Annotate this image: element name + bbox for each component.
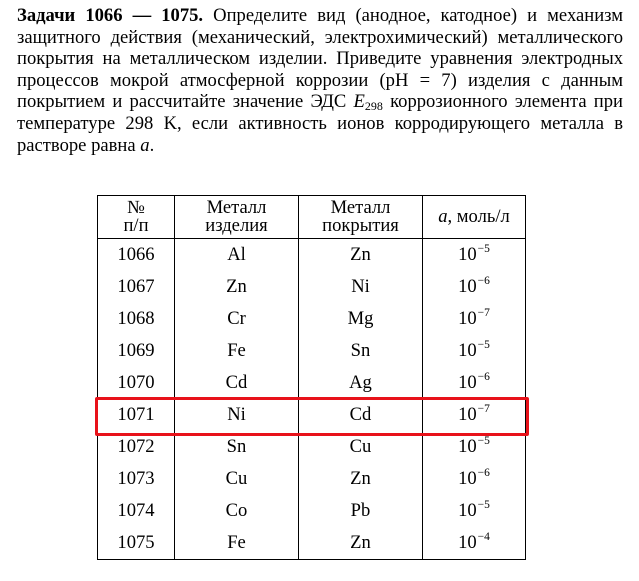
cell-item-metal: Sn — [175, 431, 299, 463]
cell-activity — [423, 239, 526, 272]
activity-base: 10 — [458, 500, 477, 521]
problem-statement — [17, 5, 623, 156]
activity-exponent: −6 — [477, 275, 490, 287]
activity-exponent: −5 — [477, 435, 490, 447]
table-row — [98, 463, 526, 495]
cell-number: 1072 — [98, 431, 175, 463]
activity-exponent: −6 — [477, 467, 490, 479]
header-number-line2: п/п — [123, 215, 149, 236]
cell-item-metal: Zn — [175, 271, 299, 303]
cell-coating-metal: Zn — [299, 527, 423, 560]
cell-number: 1071 — [98, 399, 175, 431]
activity-base: 10 — [458, 340, 477, 361]
table-row — [98, 335, 526, 367]
cell-item-metal: Cd — [175, 367, 299, 399]
header-item-line2: изделия — [205, 215, 268, 236]
activity-exponent: −5 — [477, 499, 490, 511]
activity-base: 10 — [458, 436, 477, 457]
problem-text-part-1: Определите вид (анодное, катодное) и механизм защитного действия (механический, электрохимический) металлического покрытия на металлическом изделии. Приведите уравнения электродных процессов мокрой атмосферной коррозии (pH = 7) изделия с данным покрытием и рассчитайте значение ЭДС — [17, 5, 623, 113]
activity-base: 10 — [458, 372, 477, 393]
table-header-row — [98, 196, 526, 239]
cell-number: 1073 — [98, 463, 175, 495]
cell-item-metal: Ni — [175, 399, 299, 431]
activity-base: 10 — [458, 276, 477, 297]
cell-number: 1067 — [98, 271, 175, 303]
header-coating-line1: Металл — [330, 197, 391, 218]
activity-base: 10 — [458, 468, 477, 489]
cell-item-metal: Fe — [175, 335, 299, 367]
cell-item-metal: Fe — [175, 527, 299, 560]
cell-number: 1069 — [98, 335, 175, 367]
activity-symbol: a — [140, 134, 150, 156]
cell-activity — [423, 463, 526, 495]
activity-exponent: −4 — [477, 531, 490, 543]
cell-activity — [423, 367, 526, 399]
header-item-line1: Металл — [206, 197, 267, 218]
highlight-box-row-1071 — [95, 397, 529, 436]
cell-coating-metal: Sn — [299, 335, 423, 367]
cell-number: 1075 — [98, 527, 175, 560]
cell-activity — [423, 335, 526, 367]
cell-coating-metal: Zn — [299, 239, 423, 272]
activity-exponent: −7 — [477, 307, 490, 319]
table-row — [98, 495, 526, 527]
header-number — [98, 196, 175, 239]
cell-item-metal: Al — [175, 239, 299, 272]
activity-exponent: −5 — [477, 339, 490, 351]
activity-base: 10 — [458, 532, 477, 553]
cell-item-metal: Co — [175, 495, 299, 527]
table-row — [98, 271, 526, 303]
cell-number: 1068 — [98, 303, 175, 335]
activity-exponent: −5 — [477, 243, 490, 255]
emf-symbol: E — [353, 91, 365, 113]
header-number-line1: № — [127, 197, 145, 218]
cell-coating-metal: Ag — [299, 367, 423, 399]
activity-base: 10 — [458, 404, 477, 425]
cell-activity — [423, 271, 526, 303]
cell-coating-metal: Mg — [299, 303, 423, 335]
cell-coating-metal: Cu — [299, 431, 423, 463]
activity-base: 10 — [458, 244, 477, 265]
header-coating-line2: покрытия — [322, 215, 399, 236]
cell-activity — [423, 495, 526, 527]
table-row — [98, 367, 526, 399]
problem-text-part-2: коррозионного элемента при температуре 298 K, если активность ионов корродирующего металла в растворе равна — [17, 91, 623, 156]
activity-base: 10 — [458, 308, 477, 329]
header-item-metal — [175, 196, 299, 239]
activity-exponent: −6 — [477, 371, 490, 383]
problem-title: Задачи 1066 — 1075. — [17, 5, 204, 26]
cell-activity — [423, 303, 526, 335]
header-activity — [423, 196, 526, 239]
cell-item-metal: Cu — [175, 463, 299, 495]
cell-coating-metal: Pb — [299, 495, 423, 527]
cell-activity — [423, 527, 526, 560]
cell-number: 1066 — [98, 239, 175, 272]
header-coating-metal — [299, 196, 423, 239]
header-activity-symbol: a — [438, 206, 448, 227]
activity-exponent: −7 — [477, 403, 490, 415]
emf-subscript: 298 — [364, 99, 383, 114]
cell-coating-metal: Zn — [299, 463, 423, 495]
table-row — [98, 527, 526, 560]
cell-number: 1070 — [98, 367, 175, 399]
table-row — [98, 239, 526, 272]
cell-item-metal: Cr — [175, 303, 299, 335]
header-activity-unit: , моль/л — [447, 206, 510, 227]
table-row — [98, 303, 526, 335]
cell-coating-metal: Cd — [299, 399, 423, 431]
cell-number: 1074 — [98, 495, 175, 527]
variants-table — [97, 195, 526, 560]
problem-text-end: . — [149, 134, 155, 156]
cell-coating-metal: Ni — [299, 271, 423, 303]
